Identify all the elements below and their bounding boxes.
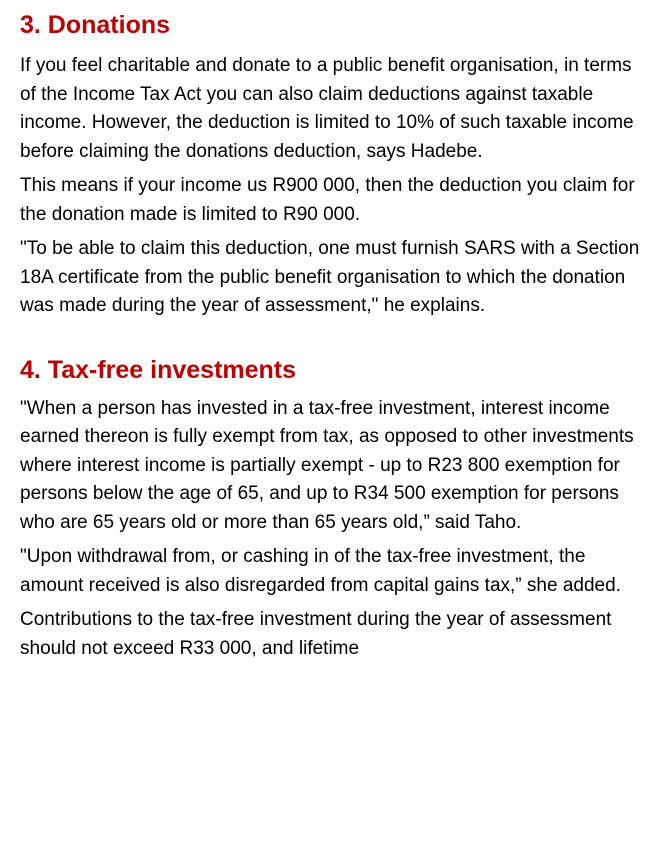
section-tax-free-investments <box>20 353 640 664</box>
section-donations <box>20 8 640 321</box>
paragraph: "When a person has invested in a tax-free investment, interest income earned thereon is fully exempt from tax, as opposed to other investments where interest income is partially exempt - up to R23 800 exemption for persons below the age of 65, and up to R34 500 exemption for persons who are 65 years old or more than 65 years old,” said Taho. <box>20 397 634 533</box>
article-body <box>20 8 640 669</box>
paragraph: "Upon withdrawal from, or cashing in of the tax-free investment, the amount received is also disregarded from capital gains tax,” she added. <box>20 546 621 596</box>
paragraph: This means if your income us R900 000, then the deduction you claim for the donation made is limited to R90 000. <box>20 175 635 225</box>
paragraph: Contributions to the tax-free investment during the year of assessment should not exceed R33 000, and lifetime <box>20 609 612 659</box>
section-heading-tax-free-investments: 4. Tax-free investments <box>20 355 297 384</box>
paragraph: "To be able to claim this deduction, one must furnish SARS with a Section 18A certificate from the public benefit organisation to which the donation was made during the year of assessment," he explains. <box>20 238 640 316</box>
section-heading-donations: 3. Donations <box>20 11 171 39</box>
paragraph: If you feel charitable and donate to a public benefit organisation, in terms of the Income Tax Act you can also claim deductions against taxable income. However, the deduction is limited to 10% of such taxable income before claiming the donations deduction, says Hadebe. <box>20 55 634 162</box>
